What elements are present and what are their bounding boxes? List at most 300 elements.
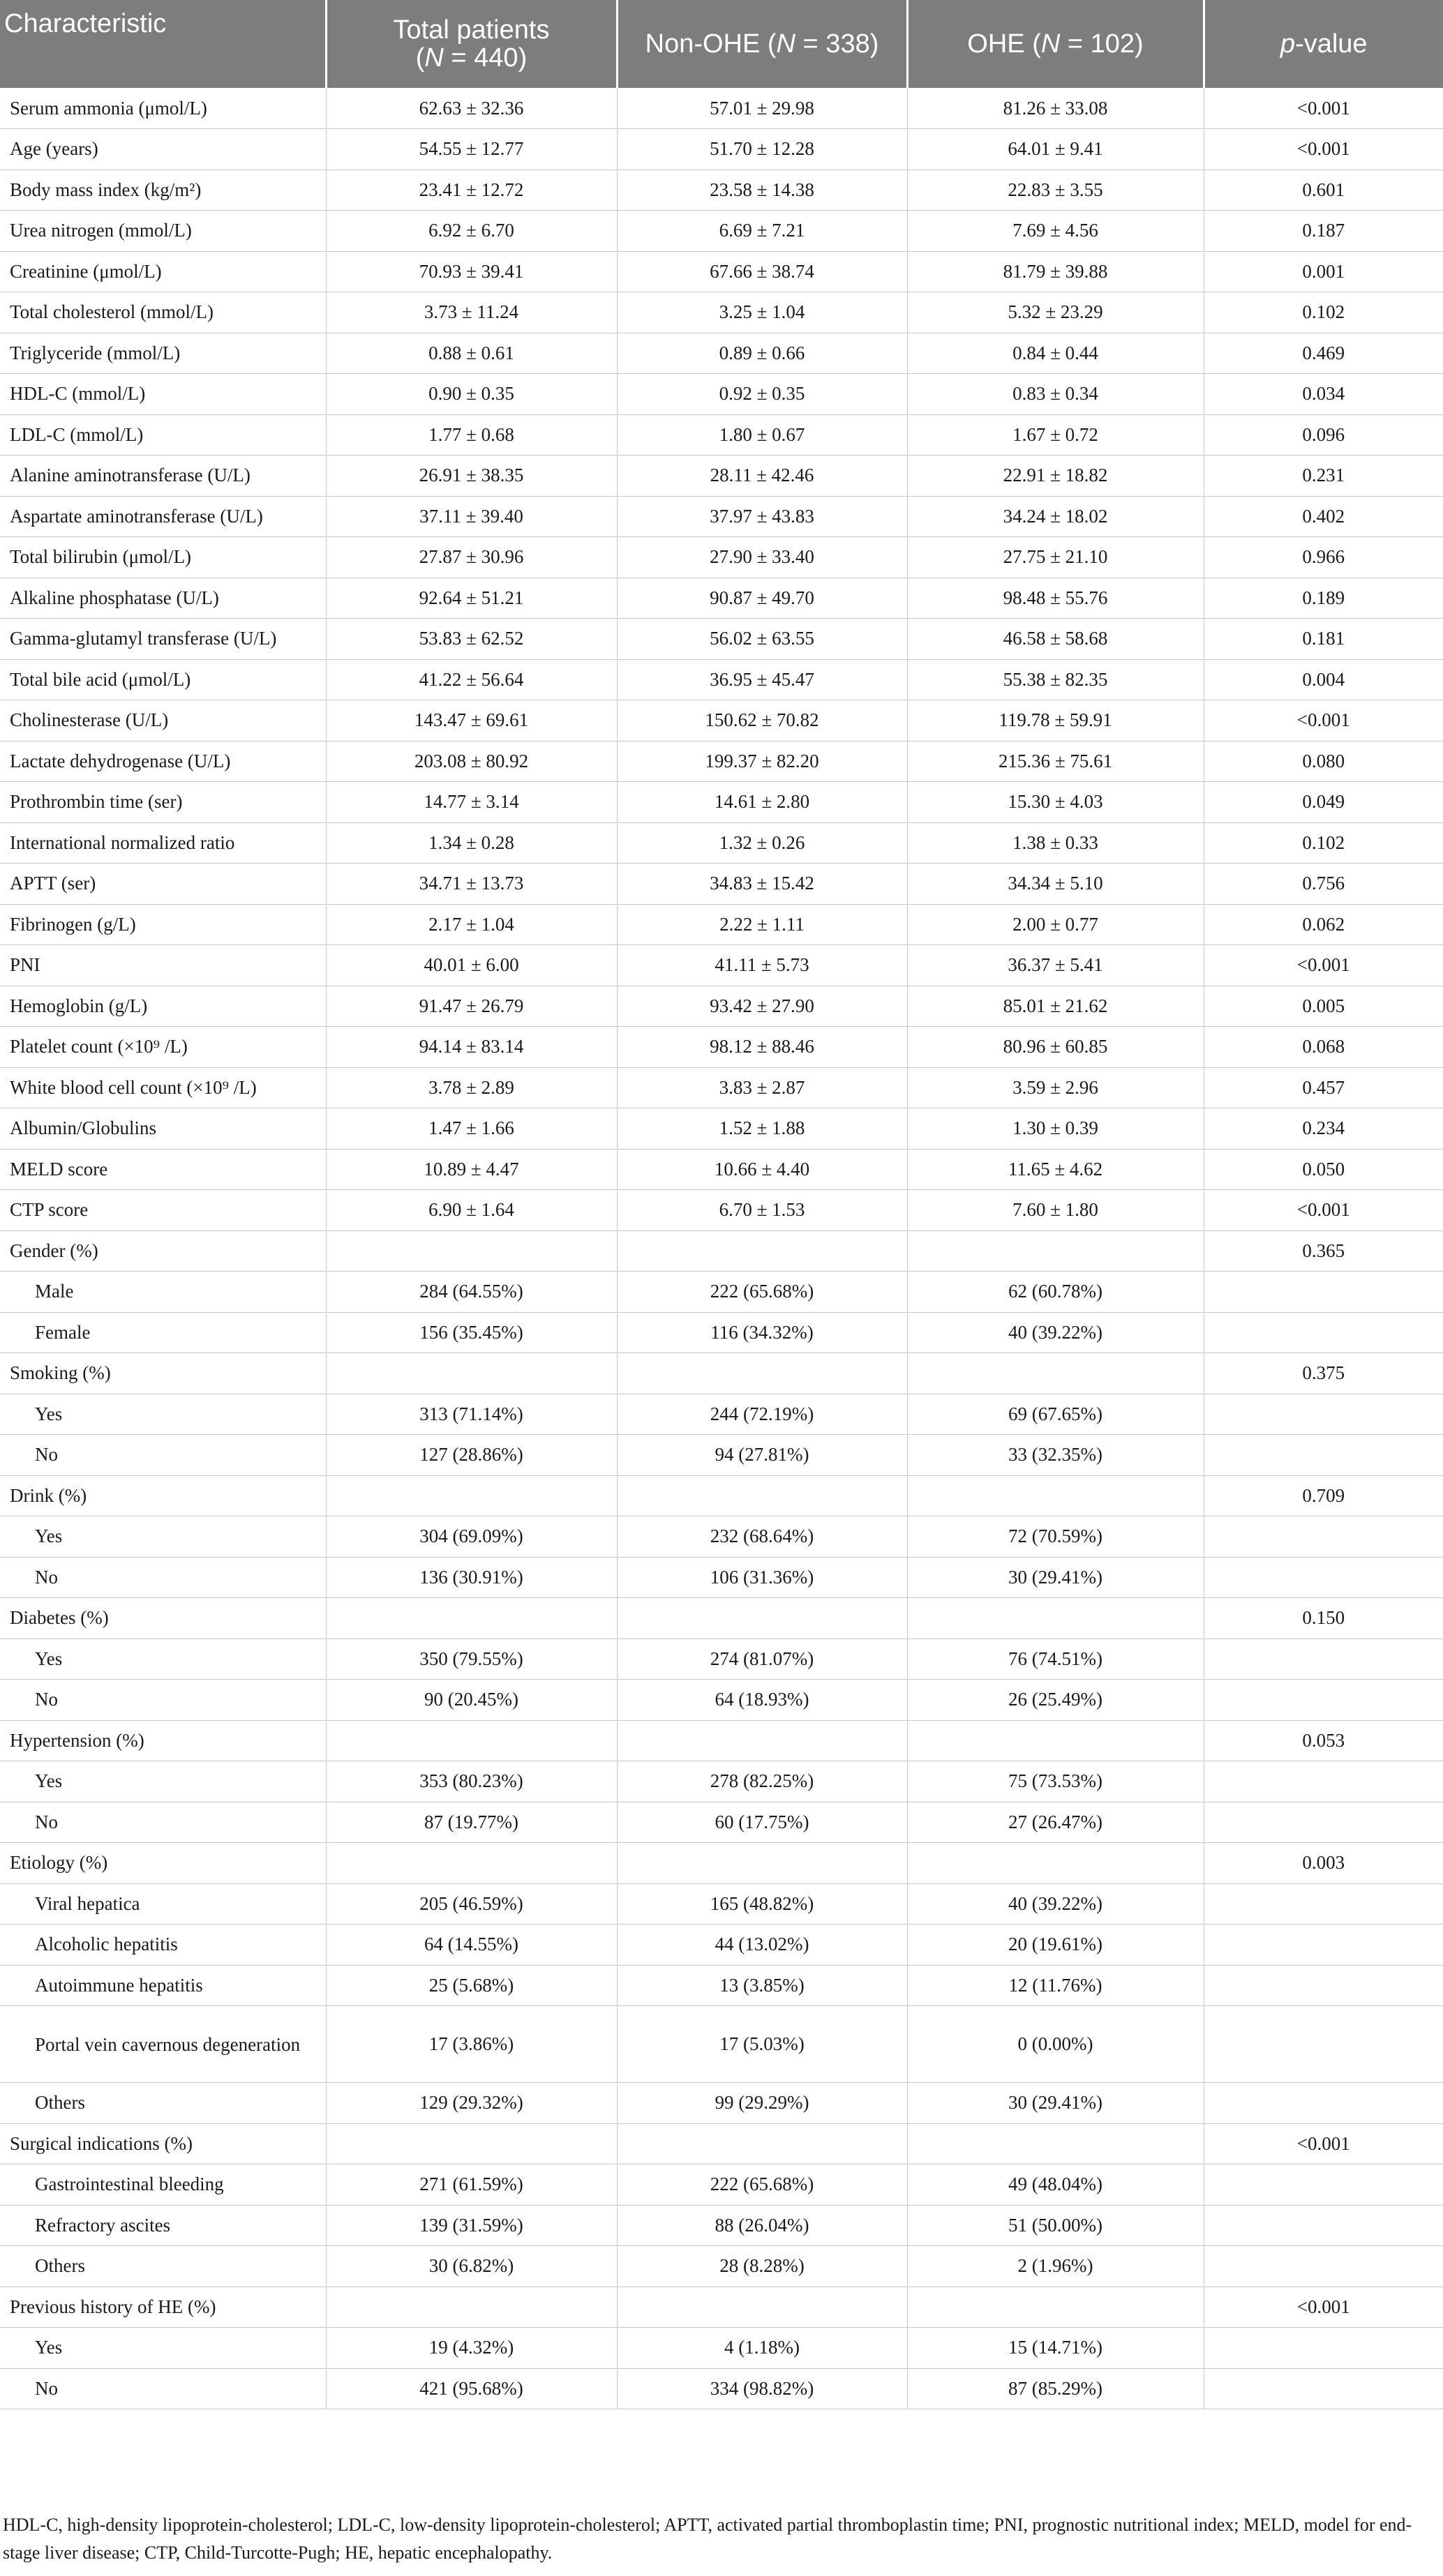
cell-total — [326, 1475, 617, 1516]
header-non-ohe: Non-OHE (N = 338) — [617, 0, 907, 88]
cell-p-value — [1204, 1312, 1443, 1353]
cell-non-ohe: 0.92 ± 0.35 — [617, 374, 907, 415]
cell-p-value: 0.005 — [1204, 986, 1443, 1027]
cell-total: 6.92 ± 6.70 — [326, 211, 617, 252]
cell-total: 1.77 ± 0.68 — [326, 414, 617, 455]
cell-characteristic: Surgical indications (%) — [0, 2123, 326, 2164]
cell-ohe — [907, 1230, 1204, 1272]
cell-total: 421 (95.68%) — [326, 2368, 617, 2409]
cell-characteristic: Others — [0, 2246, 326, 2287]
table-row — [0, 292, 1443, 333]
cell-non-ohe: 93.42 ± 27.90 — [617, 986, 907, 1027]
cell-ohe: 40 (39.22%) — [907, 1312, 1204, 1353]
cell-ohe: 12 (11.76%) — [907, 1965, 1204, 2006]
cell-p-value — [1204, 1394, 1443, 1435]
cell-characteristic: HDL-C (mmol/L) — [0, 374, 326, 415]
table-row — [0, 659, 1443, 700]
cell-ohe: 30 (29.41%) — [907, 2083, 1204, 2124]
cell-p-value: <0.001 — [1204, 700, 1443, 741]
table-row — [0, 1925, 1443, 1966]
cell-total: 64 (14.55%) — [326, 1925, 617, 1966]
table-row — [0, 741, 1443, 782]
cell-p-value: <0.001 — [1204, 129, 1443, 170]
cell-characteristic: Female — [0, 1312, 326, 1353]
cell-p-value — [1204, 1557, 1443, 1598]
cell-p-value — [1204, 1761, 1443, 1802]
cell-p-value: 0.187 — [1204, 211, 1443, 252]
table-row — [0, 1435, 1443, 1476]
cell-ohe: 15.30 ± 4.03 — [907, 782, 1204, 823]
cell-p-value — [1204, 2164, 1443, 2206]
cell-p-value: 0.102 — [1204, 822, 1443, 864]
cell-ohe: 22.91 ± 18.82 — [907, 455, 1204, 497]
table-row — [0, 2123, 1443, 2164]
table-body — [0, 88, 1443, 2409]
cell-p-value — [1204, 1883, 1443, 1925]
cell-ohe — [907, 2287, 1204, 2328]
cell-non-ohe: 44 (13.02%) — [617, 1925, 907, 1966]
cell-characteristic: Triglyceride (mmol/L) — [0, 333, 326, 374]
table-row — [0, 1557, 1443, 1598]
cell-characteristic: Previous history of HE (%) — [0, 2287, 326, 2328]
table-row — [0, 537, 1443, 578]
table-row — [0, 1149, 1443, 1190]
cell-characteristic: No — [0, 1680, 326, 1721]
cell-characteristic: Gender (%) — [0, 1230, 326, 1272]
cell-ohe: 72 (70.59%) — [907, 1516, 1204, 1558]
cell-ohe: 215.36 ± 75.61 — [907, 741, 1204, 782]
table-row — [0, 1843, 1443, 1884]
cell-characteristic: Gastrointestinal bleeding — [0, 2164, 326, 2206]
cell-ohe: 1.67 ± 0.72 — [907, 414, 1204, 455]
cell-ohe: 64.01 ± 9.41 — [907, 129, 1204, 170]
cell-ohe: 98.48 ± 55.76 — [907, 578, 1204, 619]
cell-ohe: 1.30 ± 0.39 — [907, 1108, 1204, 1150]
cell-characteristic: Viral hepatica — [0, 1883, 326, 1925]
table-row — [0, 414, 1443, 455]
cell-characteristic: Prothrombin time (ser) — [0, 782, 326, 823]
cell-non-ohe: 17 (5.03%) — [617, 2006, 907, 2083]
table-row — [0, 2368, 1443, 2409]
table-row — [0, 1802, 1443, 1843]
table-row — [0, 1598, 1443, 1639]
cell-characteristic: MELD score — [0, 1149, 326, 1190]
cell-p-value: <0.001 — [1204, 88, 1443, 129]
cell-ohe: 2 (1.96%) — [907, 2246, 1204, 2287]
cell-characteristic: Gamma-glutamyl transferase (U/L) — [0, 619, 326, 660]
cell-characteristic: Total bilirubin (μmol/L) — [0, 537, 326, 578]
cell-p-value: 0.049 — [1204, 782, 1443, 823]
cell-p-value — [1204, 1925, 1443, 1966]
cell-non-ohe: 0.89 ± 0.66 — [617, 333, 907, 374]
cell-p-value: 0.004 — [1204, 659, 1443, 700]
table-row — [0, 2246, 1443, 2287]
table-row — [0, 2205, 1443, 2246]
cell-total — [326, 1720, 617, 1761]
cell-total: 40.01 ± 6.00 — [326, 945, 617, 986]
cell-non-ohe: 13 (3.85%) — [617, 1965, 907, 2006]
cell-p-value: 0.003 — [1204, 1843, 1443, 1884]
table-row — [0, 2328, 1443, 2369]
table-row — [0, 2287, 1443, 2328]
table-row — [0, 1067, 1443, 1108]
cell-non-ohe: 3.25 ± 1.04 — [617, 292, 907, 333]
cell-total: 3.78 ± 2.89 — [326, 1067, 617, 1108]
table-row — [0, 1027, 1443, 1068]
cell-p-value: <0.001 — [1204, 2287, 1443, 2328]
cell-p-value: 0.457 — [1204, 1067, 1443, 1108]
header-total-patients: Total patients (N = 440) — [326, 0, 617, 88]
cell-non-ohe: 199.37 ± 82.20 — [617, 741, 907, 782]
cell-p-value: <0.001 — [1204, 1190, 1443, 1231]
cell-p-value: 0.756 — [1204, 864, 1443, 905]
cell-p-value: 0.062 — [1204, 904, 1443, 945]
table-row — [0, 251, 1443, 292]
table-row — [0, 619, 1443, 660]
cell-ohe: 76 (74.51%) — [907, 1639, 1204, 1680]
table-row — [0, 782, 1443, 823]
cell-total — [326, 1598, 617, 1639]
cell-total: 1.47 ± 1.66 — [326, 1108, 617, 1150]
table-row — [0, 211, 1443, 252]
cell-non-ohe: 51.70 ± 12.28 — [617, 129, 907, 170]
cell-p-value: 0.080 — [1204, 741, 1443, 782]
cell-total: 27.87 ± 30.96 — [326, 537, 617, 578]
cell-p-value — [1204, 2246, 1443, 2287]
cell-characteristic: No — [0, 1557, 326, 1598]
cell-non-ohe: 4 (1.18%) — [617, 2328, 907, 2369]
cell-total — [326, 1843, 617, 1884]
table-row — [0, 1680, 1443, 1721]
cell-ohe: 7.69 ± 4.56 — [907, 211, 1204, 252]
cell-characteristic: LDL-C (mmol/L) — [0, 414, 326, 455]
cell-ohe: 5.32 ± 23.29 — [907, 292, 1204, 333]
cell-total: 143.47 ± 69.61 — [326, 700, 617, 741]
cell-characteristic: Yes — [0, 1639, 326, 1680]
cell-non-ohe: 222 (65.68%) — [617, 2164, 907, 2206]
table-row — [0, 1394, 1443, 1435]
table-row — [0, 904, 1443, 945]
cell-non-ohe: 67.66 ± 38.74 — [617, 251, 907, 292]
cell-total: 53.83 ± 62.52 — [326, 619, 617, 660]
cell-ohe: 80.96 ± 60.85 — [907, 1027, 1204, 1068]
cell-characteristic: Refractory ascites — [0, 2205, 326, 2246]
cell-p-value — [1204, 1965, 1443, 2006]
cell-non-ohe: 14.61 ± 2.80 — [617, 782, 907, 823]
cell-ohe — [907, 1720, 1204, 1761]
cell-total: 10.89 ± 4.47 — [326, 1149, 617, 1190]
cell-ohe — [907, 1843, 1204, 1884]
table-row — [0, 1639, 1443, 1680]
cell-total: 2.17 ± 1.04 — [326, 904, 617, 945]
cell-ohe: 46.58 ± 58.68 — [907, 619, 1204, 660]
table-row — [0, 170, 1443, 211]
table-row — [0, 1108, 1443, 1150]
cell-p-value: <0.001 — [1204, 945, 1443, 986]
table-row — [0, 1761, 1443, 1802]
cell-characteristic: Male — [0, 1272, 326, 1313]
cell-total: 90 (20.45%) — [326, 1680, 617, 1721]
cell-p-value: 0.181 — [1204, 619, 1443, 660]
cell-ohe: 0.83 ± 0.34 — [907, 374, 1204, 415]
cell-p-value — [1204, 2368, 1443, 2409]
header-p-value: p-value — [1204, 0, 1443, 88]
cell-non-ohe: 3.83 ± 2.87 — [617, 1067, 907, 1108]
cell-characteristic: Diabetes (%) — [0, 1598, 326, 1639]
cell-characteristic: Urea nitrogen (mmol/L) — [0, 211, 326, 252]
cell-characteristic: Others — [0, 2083, 326, 2124]
cell-non-ohe: 1.80 ± 0.67 — [617, 414, 907, 455]
cell-p-value: 0.375 — [1204, 1353, 1443, 1394]
cell-non-ohe: 2.22 ± 1.11 — [617, 904, 907, 945]
cell-ohe: 27 (26.47%) — [907, 1802, 1204, 1843]
cell-total: 3.73 ± 11.24 — [326, 292, 617, 333]
cell-p-value: 0.034 — [1204, 374, 1443, 415]
cell-ohe: 87 (85.29%) — [907, 2368, 1204, 2409]
cell-ohe — [907, 2123, 1204, 2164]
cell-ohe: 81.26 ± 33.08 — [907, 88, 1204, 129]
cell-total: 1.34 ± 0.28 — [326, 822, 617, 864]
cell-ohe: 51 (50.00%) — [907, 2205, 1204, 2246]
cell-total: 70.93 ± 39.41 — [326, 251, 617, 292]
cell-p-value: 0.469 — [1204, 333, 1443, 374]
cell-ohe — [907, 1475, 1204, 1516]
cell-non-ohe: 94 (27.81%) — [617, 1435, 907, 1476]
cell-non-ohe — [617, 1475, 907, 1516]
cell-total: 26.91 ± 38.35 — [326, 455, 617, 497]
cell-non-ohe: 244 (72.19%) — [617, 1394, 907, 1435]
cell-total: 0.90 ± 0.35 — [326, 374, 617, 415]
cell-characteristic: Creatinine (μmol/L) — [0, 251, 326, 292]
cell-ohe: 34.24 ± 18.02 — [907, 496, 1204, 537]
cell-characteristic: Alanine aminotransferase (U/L) — [0, 455, 326, 497]
cell-non-ohe: 64 (18.93%) — [617, 1680, 907, 1721]
cell-total: 313 (71.14%) — [326, 1394, 617, 1435]
table-row — [0, 578, 1443, 619]
cell-p-value: 0.068 — [1204, 1027, 1443, 1068]
cell-characteristic: Drink (%) — [0, 1475, 326, 1516]
cell-ohe: 15 (14.71%) — [907, 2328, 1204, 2369]
cell-characteristic: Serum ammonia (μmol/L) — [0, 88, 326, 129]
cell-non-ohe — [617, 2287, 907, 2328]
cell-p-value: 0.402 — [1204, 496, 1443, 537]
cell-non-ohe: 278 (82.25%) — [617, 1761, 907, 1802]
cell-p-value: <0.001 — [1204, 2123, 1443, 2164]
table-row — [0, 1516, 1443, 1558]
cell-total: 0.88 ± 0.61 — [326, 333, 617, 374]
cell-ohe: 26 (25.49%) — [907, 1680, 1204, 1721]
cell-p-value: 0.096 — [1204, 414, 1443, 455]
cell-total: 91.47 ± 26.79 — [326, 986, 617, 1027]
table-row — [0, 374, 1443, 415]
cell-characteristic: Hemoglobin (g/L) — [0, 986, 326, 1027]
cell-total: 139 (31.59%) — [326, 2205, 617, 2246]
cell-total: 17 (3.86%) — [326, 2006, 617, 2083]
table-footnote: HDL-C, high-density lipoprotein-cholesterol; LDL-C, low-density lipoprotein-cholesterol; APTT, activated partial thromboplastin time; PNI, prognostic nutritional index; MELD, model for end-stage liver disease; CTP, Child-Turcotte-Pugh; HE, hepatic encephalopathy. — [3, 2515, 1412, 2563]
cell-total — [326, 2123, 617, 2164]
cell-p-value: 0.601 — [1204, 170, 1443, 211]
cell-characteristic: Portal vein cavernous degeneration — [0, 2006, 326, 2083]
cell-non-ohe: 28 (8.28%) — [617, 2246, 907, 2287]
cell-non-ohe — [617, 1843, 907, 1884]
cell-ohe: 0.84 ± 0.44 — [907, 333, 1204, 374]
cell-non-ohe: 60 (17.75%) — [617, 1802, 907, 1843]
cell-p-value: 0.709 — [1204, 1475, 1443, 1516]
cell-non-ohe — [617, 1353, 907, 1394]
cell-characteristic: Fibrinogen (g/L) — [0, 904, 326, 945]
table-row — [0, 986, 1443, 1027]
cell-ohe: 1.38 ± 0.33 — [907, 822, 1204, 864]
cell-ohe: 20 (19.61%) — [907, 1925, 1204, 1966]
cell-p-value — [1204, 2006, 1443, 2083]
cell-non-ohe: 57.01 ± 29.98 — [617, 88, 907, 129]
cell-characteristic: Yes — [0, 1761, 326, 1802]
cell-characteristic: Alkaline phosphatase (U/L) — [0, 578, 326, 619]
cell-total: 87 (19.77%) — [326, 1802, 617, 1843]
cell-non-ohe: 28.11 ± 42.46 — [617, 455, 907, 497]
cell-ohe: 0 (0.00%) — [907, 2006, 1204, 2083]
cell-p-value — [1204, 2083, 1443, 2124]
cell-p-value: 0.102 — [1204, 292, 1443, 333]
cell-total: 30 (6.82%) — [326, 2246, 617, 2287]
cell-ohe: 49 (48.04%) — [907, 2164, 1204, 2206]
cell-non-ohe: 88 (26.04%) — [617, 2205, 907, 2246]
table-row — [0, 1720, 1443, 1761]
table-row — [0, 455, 1443, 497]
cell-characteristic: Albumin/Globulins — [0, 1108, 326, 1150]
cell-non-ohe: 165 (48.82%) — [617, 1883, 907, 1925]
cell-characteristic: Yes — [0, 1394, 326, 1435]
cell-characteristic: APTT (ser) — [0, 864, 326, 905]
cell-ohe: 34.34 ± 5.10 — [907, 864, 1204, 905]
table-row — [0, 822, 1443, 864]
cell-ohe: 27.75 ± 21.10 — [907, 537, 1204, 578]
table-header — [0, 0, 1443, 88]
cell-characteristic: Hypertension (%) — [0, 1720, 326, 1761]
cell-non-ohe: 232 (68.64%) — [617, 1516, 907, 1558]
cell-total: 203.08 ± 80.92 — [326, 741, 617, 782]
cell-characteristic: Alcoholic hepatitis — [0, 1925, 326, 1966]
cell-total: 14.77 ± 3.14 — [326, 782, 617, 823]
table-row — [0, 333, 1443, 374]
cell-non-ohe: 34.83 ± 15.42 — [617, 864, 907, 905]
cell-p-value: 0.234 — [1204, 1108, 1443, 1150]
cell-characteristic: White blood cell count (×10⁹ /L) — [0, 1067, 326, 1108]
cell-ohe: 7.60 ± 1.80 — [907, 1190, 1204, 1231]
cell-non-ohe: 56.02 ± 63.55 — [617, 619, 907, 660]
cell-non-ohe: 27.90 ± 33.40 — [617, 537, 907, 578]
cell-non-ohe: 106 (31.36%) — [617, 1557, 907, 1598]
cell-total: 136 (30.91%) — [326, 1557, 617, 1598]
cell-non-ohe: 150.62 ± 70.82 — [617, 700, 907, 741]
cell-characteristic: Aspartate aminotransferase (U/L) — [0, 496, 326, 537]
cell-characteristic: International normalized ratio — [0, 822, 326, 864]
table-row — [0, 2164, 1443, 2206]
cell-total: 271 (61.59%) — [326, 2164, 617, 2206]
cell-p-value — [1204, 2328, 1443, 2369]
cell-ohe: 36.37 ± 5.41 — [907, 945, 1204, 986]
cell-non-ohe: 334 (98.82%) — [617, 2368, 907, 2409]
cell-p-value — [1204, 1802, 1443, 1843]
cell-characteristic: Yes — [0, 1516, 326, 1558]
cell-total: 25 (5.68%) — [326, 1965, 617, 2006]
cell-non-ohe: 274 (81.07%) — [617, 1639, 907, 1680]
table-row — [0, 88, 1443, 129]
cell-non-ohe — [617, 2123, 907, 2164]
cell-p-value: 0.365 — [1204, 1230, 1443, 1272]
cell-total: 350 (79.55%) — [326, 1639, 617, 1680]
cell-non-ohe: 98.12 ± 88.46 — [617, 1027, 907, 1068]
cell-total: 94.14 ± 83.14 — [326, 1027, 617, 1068]
cell-total: 34.71 ± 13.73 — [326, 864, 617, 905]
cell-characteristic: Lactate dehydrogenase (U/L) — [0, 741, 326, 782]
table-row — [0, 1883, 1443, 1925]
table-row — [0, 945, 1443, 986]
cell-characteristic: PNI — [0, 945, 326, 986]
cell-p-value: 0.966 — [1204, 537, 1443, 578]
cell-total: 129 (29.32%) — [326, 2083, 617, 2124]
cell-total: 205 (46.59%) — [326, 1883, 617, 1925]
cell-characteristic: Autoimmune hepatitis — [0, 1965, 326, 2006]
cell-non-ohe: 41.11 ± 5.73 — [617, 945, 907, 986]
cell-non-ohe: 6.69 ± 7.21 — [617, 211, 907, 252]
cell-non-ohe — [617, 1720, 907, 1761]
cell-total — [326, 1230, 617, 1272]
cell-non-ohe: 116 (34.32%) — [617, 1312, 907, 1353]
cell-characteristic: No — [0, 2368, 326, 2409]
cell-ohe: 119.78 ± 59.91 — [907, 700, 1204, 741]
cell-ohe: 69 (67.65%) — [907, 1394, 1204, 1435]
cell-ohe: 3.59 ± 2.96 — [907, 1067, 1204, 1108]
cell-p-value — [1204, 1516, 1443, 1558]
cell-p-value — [1204, 1272, 1443, 1313]
cell-characteristic: Body mass index (kg/m²) — [0, 170, 326, 211]
cell-characteristic: Age (years) — [0, 129, 326, 170]
cell-total: 54.55 ± 12.77 — [326, 129, 617, 170]
header-ohe: OHE (N = 102) — [907, 0, 1204, 88]
cell-p-value: 0.189 — [1204, 578, 1443, 619]
cell-characteristic: Etiology (%) — [0, 1843, 326, 1884]
cell-ohe — [907, 1598, 1204, 1639]
cell-non-ohe — [617, 1598, 907, 1639]
table-row — [0, 1312, 1443, 1353]
cell-p-value — [1204, 1435, 1443, 1476]
cell-total — [326, 2287, 617, 2328]
cell-non-ohe: 36.95 ± 45.47 — [617, 659, 907, 700]
cell-non-ohe — [617, 1230, 907, 1272]
header-characteristic: Characteristic — [0, 0, 326, 88]
cell-ohe: 75 (73.53%) — [907, 1761, 1204, 1802]
table-row — [0, 2083, 1443, 2124]
table-row — [0, 1230, 1443, 1272]
cell-non-ohe: 10.66 ± 4.40 — [617, 1149, 907, 1190]
cell-ohe: 2.00 ± 0.77 — [907, 904, 1204, 945]
cell-characteristic: Total cholesterol (mmol/L) — [0, 292, 326, 333]
cell-characteristic: CTP score — [0, 1190, 326, 1231]
cell-total: 156 (35.45%) — [326, 1312, 617, 1353]
table-row — [0, 1190, 1443, 1231]
cell-p-value: 0.053 — [1204, 1720, 1443, 1761]
cell-ohe: 22.83 ± 3.55 — [907, 170, 1204, 211]
cell-total: 62.63 ± 32.36 — [326, 88, 617, 129]
cell-characteristic: Platelet count (×10⁹ /L) — [0, 1027, 326, 1068]
table-row — [0, 1475, 1443, 1516]
cell-total: 41.22 ± 56.64 — [326, 659, 617, 700]
cell-non-ohe: 1.52 ± 1.88 — [617, 1108, 907, 1150]
cell-non-ohe: 6.70 ± 1.53 — [617, 1190, 907, 1231]
table-row — [0, 2006, 1443, 2083]
table-row — [0, 1353, 1443, 1394]
